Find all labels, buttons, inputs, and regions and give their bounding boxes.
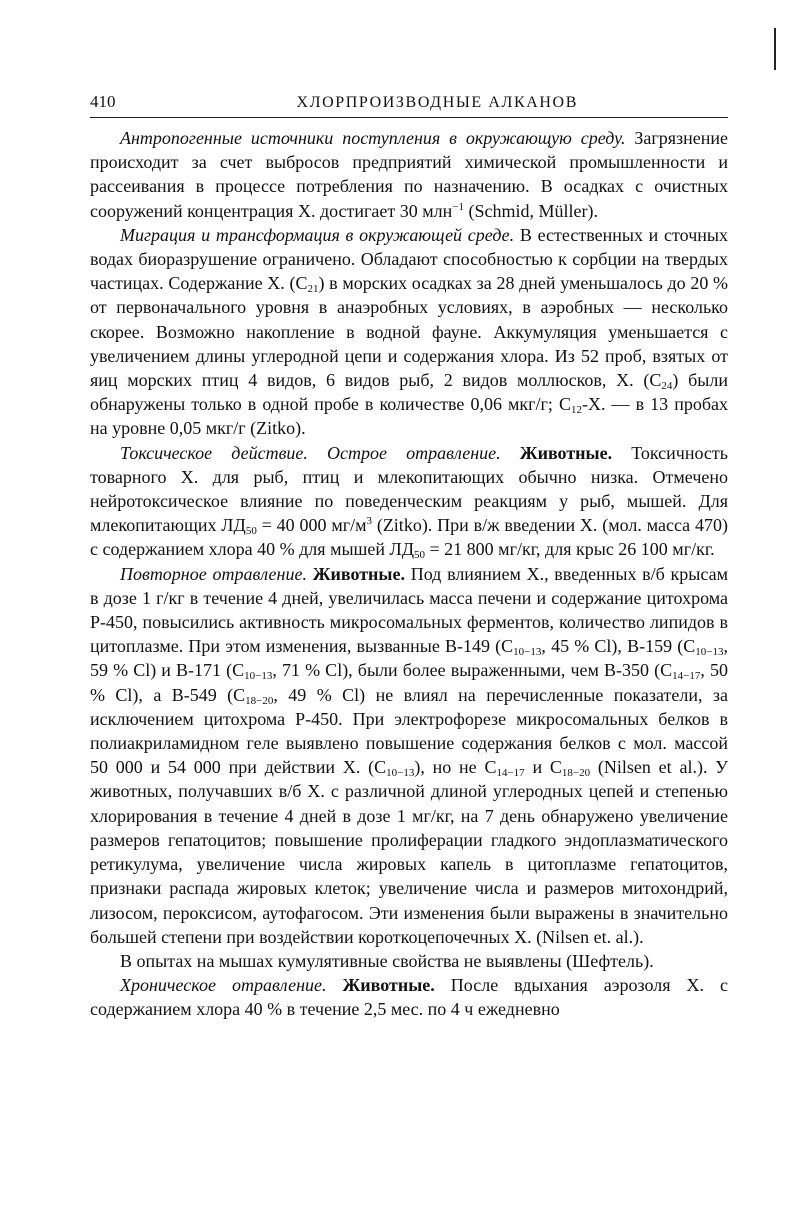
section-heading: Антропогенные источники поступления в окружающую среду. — [120, 128, 626, 148]
paragraph-text: , 71 % Cl), были более выраженными, чем В-350 (С — [272, 660, 673, 681]
paragraph-text: (Zitko). При в/ж введении Х. (мол. масса 470) с содержанием хлора 40 % для мышей ЛД — [90, 515, 728, 560]
paragraph-text: (Nilsen et al.). У животных, получавших в/б Х. с различной длиной углеродных цепей и степенью хлорирования в течение 4 дней в дозе 1 мг/кг, на 7 день обнаружено увеличение размеров гепатоцитов; повышение пролиферации гладкого эндоплазматического ретикулума, увеличение числа жировых капель в цитоплазме гепатоцитов, признаки распада жировых клеток; увеличение числа и размеров митохондрий, лизосом, пероксисом, аутофагосом. Эти изменения были выражены в значительно большей степени при воздействии короткоцепочечных Х. (Nilsen et. al.). — [90, 757, 728, 947]
paragraph-chronic-toxicity — [90, 973, 728, 1021]
subscript: 24 — [661, 380, 673, 393]
running-header — [90, 92, 728, 118]
bold-label: Животные. — [326, 975, 435, 996]
section-heading: Токсическое действие. Острое отравление. — [120, 442, 501, 463]
subscript: 14−17 — [496, 767, 525, 780]
subscript: 12 — [570, 404, 582, 417]
paragraph-text: Под влиянием Х., введенных в/б крысам в дозе 1 г/кг в течение 4 дней, увеличилась масса печени и содержание цитохрома Р-450, повысились активность микросомальных ферментов, количество липидов в цитоплазме. При этом изменения, вызванные В-149 (С — [90, 563, 728, 657]
bold-label: Животные. — [306, 563, 405, 584]
section-heading: Хроническое отравление. — [120, 975, 327, 996]
bold-label: Животные. — [500, 442, 613, 463]
section-heading: Миграция и трансформация в окружающей среде. — [120, 224, 515, 245]
subscript: 14−17 — [672, 670, 701, 683]
paragraph-text: (Schmid, Müller). — [464, 200, 598, 221]
paragraph-text: Загрязнение происходит за счет выбросов предприятий химической промышленности и рассеивания в процессе потребления по назначению. В осадках с очистных сооружений концентрация Х. достигает 30 млн — [90, 128, 729, 221]
paragraph-cumulative — [90, 949, 728, 973]
subscript: 50 — [414, 549, 426, 562]
page-number: 410 — [90, 92, 116, 111]
section-heading: Повторное отравление. — [120, 563, 307, 584]
subscript: 18−20 — [245, 694, 274, 707]
paragraph-text: , 59 % Cl) и В-171 (С — [90, 636, 728, 681]
subscript: 10−13 — [386, 767, 415, 780]
paragraph-migration — [90, 223, 728, 441]
paragraph-text: = 21 800 мг/кг, для крыс 26 100 мг/кг. — [425, 539, 715, 560]
paragraph-repeated-exposure — [90, 562, 728, 949]
paragraph-text: ) в морских осадках за 28 дней уменьшалось до 20 % от первоначального уровня в анаэробных условиях, в аэробных — несколько скорее. Возможно накопление в водной фауне. Аккумуляция уменьшается с увеличением длины углеродной цепи и содержания хлора. Из 52 проб, взятых от яиц морских птиц 4 видов, 6 видов рыб, 2 видов моллюсков, Х. (С — [90, 273, 728, 391]
subscript: 50 — [245, 525, 257, 538]
paragraph-anthropogenic-sources — [90, 126, 728, 223]
subscript: 21 — [307, 283, 319, 296]
paragraph-text: Токсичность товарного Х. для рыб, птиц и млекопитающих обычно низка. Отмечено нейротоксическое влияние по поведенческим реакциям у рыб, мышей. Для млекопитающих ЛД — [90, 442, 728, 536]
paragraph-text: , 50 % Cl), а В-549 (С — [90, 660, 728, 705]
paragraph-text: В опытах на мышах кумулятивные свойства не выявлены (Шефтель). — [120, 950, 654, 971]
paragraph-text: и С — [524, 757, 562, 778]
paragraph-text: В естественных и сточных водах биоразрушение ограничено. Обладают способностью к сорбции на твердых частицах. Содержание Х. (С — [90, 224, 728, 294]
running-title: ХЛОРПРОИЗВОДНЫЕ АЛКАНОВ — [296, 94, 578, 111]
book-page — [90, 92, 728, 1022]
body-text — [90, 126, 728, 1022]
paragraph-text: , 49 % Cl) не влиял на перечисленные показатели, за исключением цитохрома Р-450. При электрофорезе микросомальных белков в полиакриламидном геле выявлено повышение содержания белков с мол. массой 50 000 и 54 000 при действии Х. (С — [90, 684, 729, 778]
subscript: 10−13 — [244, 670, 273, 683]
superscript: 3 — [366, 515, 372, 528]
paragraph-text: = 40 000 мг/м — [256, 515, 367, 536]
paragraph-text: ) были обнаружены только в одной пробе в количестве 0,06 мкг/г; С — [90, 370, 728, 415]
subscript: 18−20 — [561, 767, 591, 780]
paragraph-acute-toxicity — [90, 441, 728, 562]
paragraph-text: -Х. — в 13 пробах на уровне 0,05 мкг/г (Zitko). — [90, 394, 728, 439]
subscript: 10−13 — [695, 646, 724, 659]
paragraph-text: После вдыхания аэрозоля Х. с содержанием хлора 40 % в течение 2,5 мес. по 4 ч ежедневно — [90, 975, 728, 1020]
margin-rule-mark — [774, 28, 776, 70]
paragraph-text: , 45 % Cl), В-159 (С — [541, 636, 696, 657]
paragraph-text: ), но не С — [414, 757, 497, 778]
superscript: −1 — [452, 200, 464, 213]
subscript: 10−13 — [513, 646, 542, 659]
